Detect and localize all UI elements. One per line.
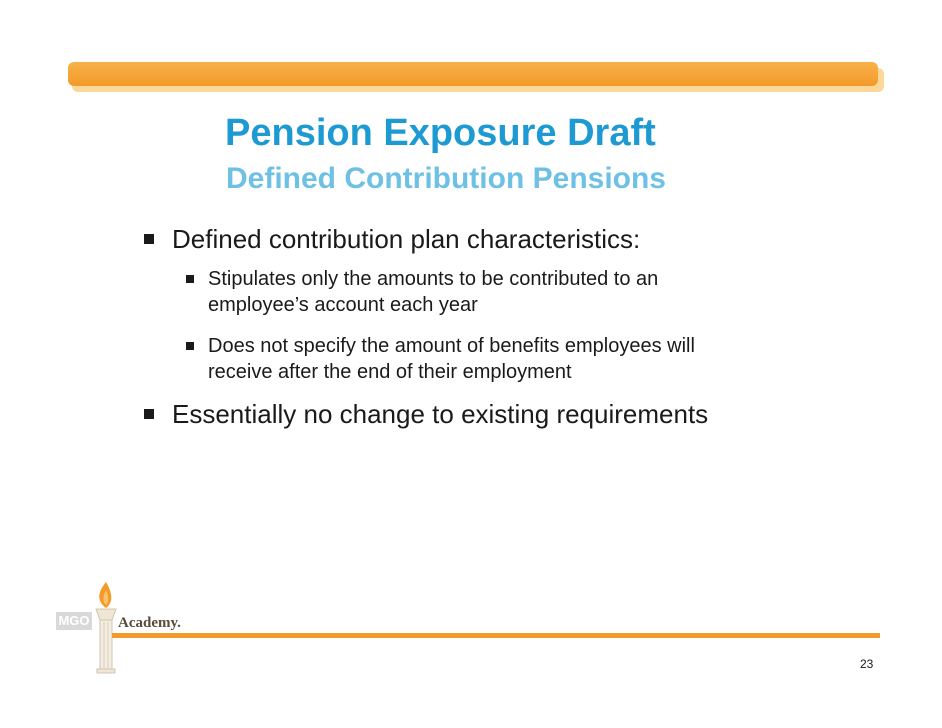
page-number: 23 (860, 657, 874, 671)
sub-bullet-item (208, 266, 658, 318)
bullet-item (172, 224, 640, 255)
slide-subtitle: Defined Contribution Pensions (226, 162, 666, 195)
bullet-item (172, 399, 708, 430)
header-bar (68, 62, 878, 86)
logo-name: Academy. (118, 615, 181, 631)
bullet-square-icon (186, 275, 194, 283)
sub-bullet-line: receive after the end of their employment (208, 361, 572, 383)
bullet-text: Defined contribution plan characteristics: (172, 224, 641, 254)
sub-bullet-line: Does not specify the amount of benefits employees will (208, 335, 695, 357)
bullet-text: Essentially no change to existing requirements (172, 399, 709, 429)
sub-bullet-line: Stipulates only the amounts to be contributed to an (208, 268, 659, 290)
bullet-square-icon (186, 342, 194, 350)
bullet-square-icon (144, 409, 154, 419)
bullet-square-icon (144, 234, 154, 244)
sub-bullet-line: employee’s account each year (208, 294, 478, 316)
sub-bullet-item (208, 333, 695, 385)
slide-title: Pension Exposure Draft (225, 112, 656, 154)
logo-brand: MGO (56, 612, 92, 630)
footer-line (112, 633, 880, 638)
